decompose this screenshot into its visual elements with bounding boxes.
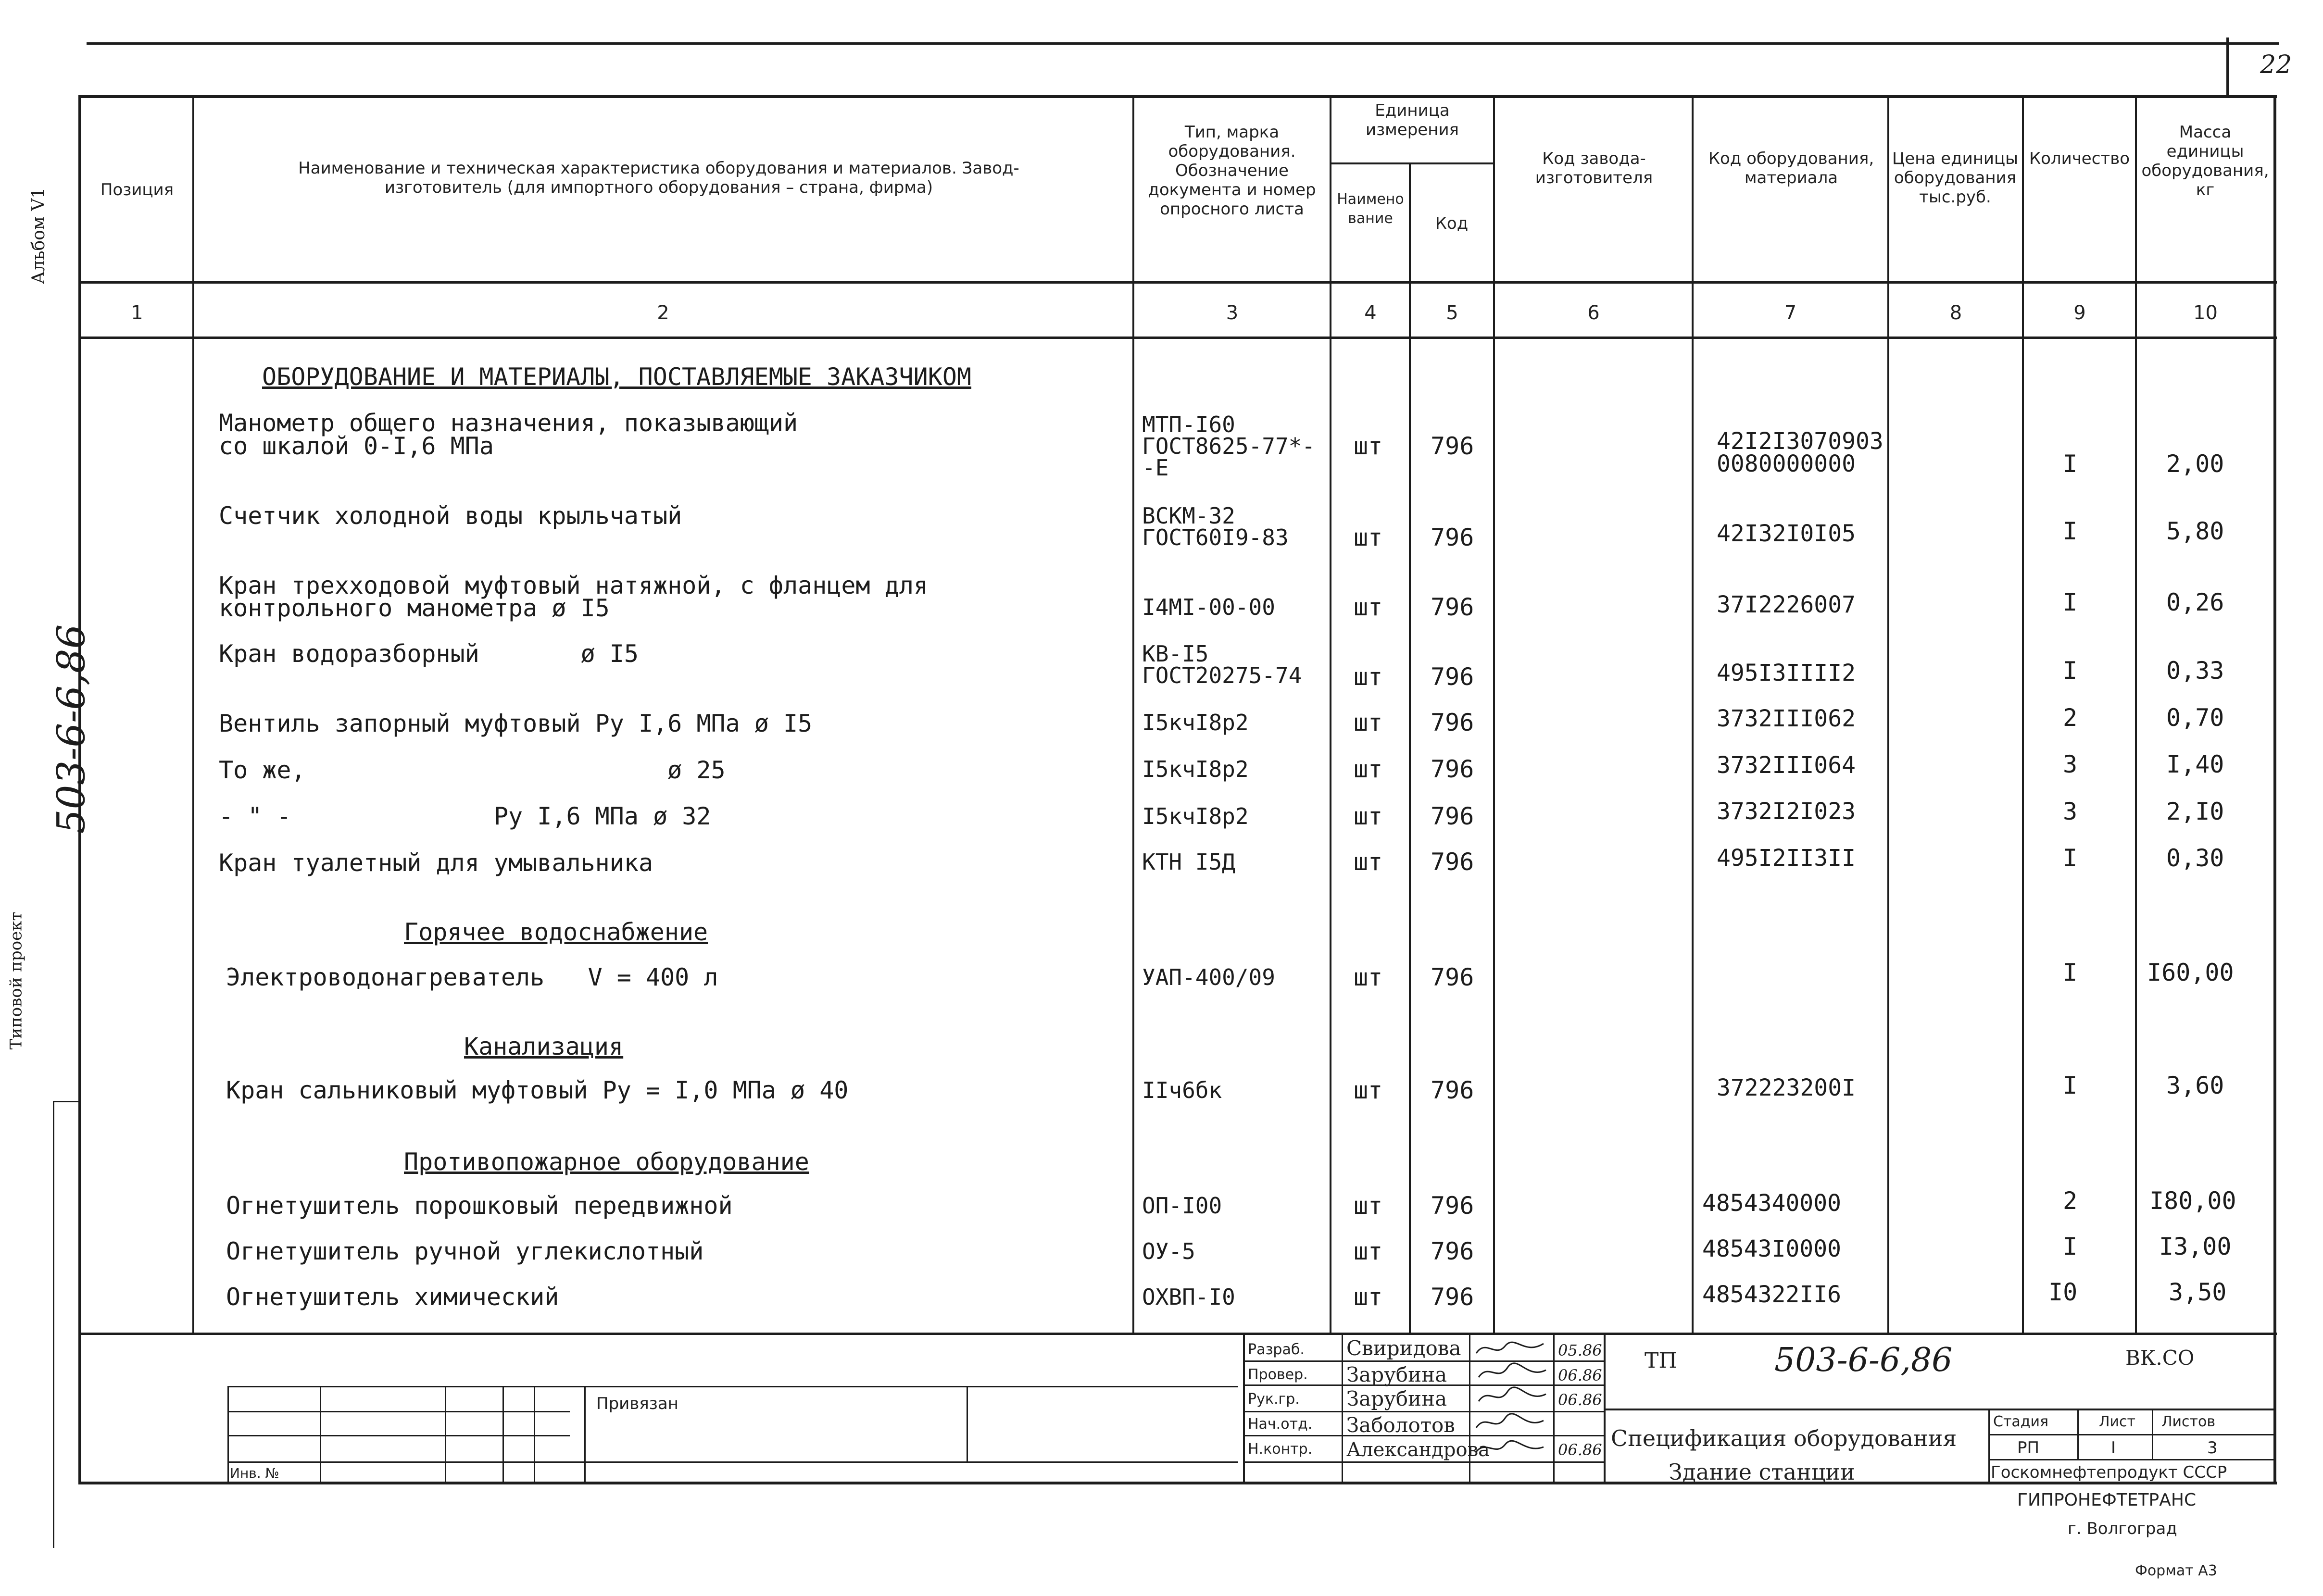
tb-role: Н.контр. xyxy=(1248,1441,1313,1458)
col-sep-1 xyxy=(192,95,194,1334)
row-mass: 0,33 xyxy=(2166,657,2224,685)
tb-sign-left xyxy=(1243,1333,1245,1483)
row-name: Манометр общего назначения, показывающий xyxy=(219,409,798,437)
row-unit: шт xyxy=(1354,1283,1383,1311)
row-name-cont: со шкалой 0-I,6 МПа xyxy=(219,432,494,460)
row-unit-code: 796 xyxy=(1431,1283,1474,1311)
row-unit-code: 796 xyxy=(1431,848,1474,876)
row-mass: I60,00 xyxy=(2147,959,2234,986)
row-unit-code: 796 xyxy=(1431,432,1474,460)
row-qty: I xyxy=(2063,588,2078,616)
col-num-4: 4 xyxy=(1364,302,1377,324)
row-unit: шт xyxy=(1354,1237,1383,1265)
row-equip-code: 48543I0000 xyxy=(1702,1235,1841,1262)
col-num-6: 6 xyxy=(1587,302,1600,324)
side-stamp-box-left xyxy=(53,1101,54,1548)
tb-stage-row xyxy=(1988,1459,2274,1460)
unit-header-line xyxy=(1330,162,1493,164)
col-sep-6 xyxy=(1692,95,1694,1334)
row-type-cont: ГОСТ8625-77*- xyxy=(1142,433,1316,459)
row-equip-code: 3732I2I023 xyxy=(1717,798,1856,825)
tb-grid-col xyxy=(584,1386,586,1482)
tb-sheet-code: ВК.СО xyxy=(2125,1346,2195,1370)
col-sep-9 xyxy=(2135,95,2137,1334)
tb-grid-col xyxy=(502,1386,504,1482)
row-mass: 2,I0 xyxy=(2166,798,2224,825)
row-unit: шт xyxy=(1354,524,1383,551)
row-equip-code: 4854322II6 xyxy=(1702,1281,1841,1308)
row-unit-code: 796 xyxy=(1431,524,1474,551)
tb-stage: РП xyxy=(2017,1438,2040,1458)
row-unit-code: 796 xyxy=(1431,593,1474,621)
row-name: Кран туалетный для умывальника xyxy=(219,849,653,877)
header-price: Цена единицы оборудования тыс.руб. xyxy=(1892,149,2019,207)
table-right-line xyxy=(2273,95,2276,1484)
row-type: I4МI-00-00 xyxy=(1142,594,1275,620)
col-sep-5 xyxy=(1493,95,1495,1334)
col-num-2: 2 xyxy=(657,302,669,324)
row-type: I5кчI8р2 xyxy=(1142,756,1249,782)
row-name: Электроводонагреватель V = 400 л xyxy=(226,963,718,991)
row-equip-code-cont: 0080000000 xyxy=(1717,450,1856,477)
row-qty: I xyxy=(2063,1233,2078,1260)
row-mass: 3,50 xyxy=(2169,1278,2227,1306)
section-hot-water: Горячее водоснабжение xyxy=(404,918,708,946)
tb-grid-col xyxy=(534,1386,535,1482)
row-qty: I xyxy=(2063,844,2078,872)
col-num-1: 1 xyxy=(131,302,143,324)
row-type: КВ-I5 xyxy=(1142,641,1209,667)
row-type: КТН I5Д xyxy=(1142,849,1235,875)
row-mass: I80,00 xyxy=(2149,1187,2236,1215)
tb-name: Заболотов xyxy=(1346,1413,1455,1437)
row-name: Огнетушитель химический xyxy=(226,1283,559,1311)
row-name: Кран сальниковый муфтовый Ру = I,0 МПа ø 40 xyxy=(226,1076,849,1104)
row-mass: 0,70 xyxy=(2166,704,2224,732)
side-project-type: Типовой проект xyxy=(6,911,26,1050)
tb-date: 05.86 xyxy=(1558,1341,1602,1359)
tb-role: Нач.отд. xyxy=(1248,1416,1313,1433)
colnum-bottom-line xyxy=(79,337,2277,339)
row-unit: шт xyxy=(1354,663,1383,691)
row-type-cont: -Е xyxy=(1142,455,1169,481)
section-customer-supplied: ОБОРУДОВАНИЕ И МАТЕРИАЛЫ, ПОСТАВЛЯЕМЫЕ ЗАКАЗЧИКОМ xyxy=(262,363,972,391)
row-name: Вентиль запорный муфтовый Ру I,6 МПа ø I5 xyxy=(219,710,813,737)
header-plant-code: Код завода-изготовителя xyxy=(1535,149,1653,187)
col-num-8: 8 xyxy=(1949,302,1962,324)
table-top-line xyxy=(79,95,2277,98)
row-name: То же, ø 25 xyxy=(219,756,726,784)
row-unit-code: 796 xyxy=(1431,1192,1474,1220)
row-unit: шт xyxy=(1354,848,1383,876)
row-qty: I xyxy=(2063,657,2078,685)
row-mass: I3,00 xyxy=(2159,1233,2232,1260)
row-qty: 2 xyxy=(2063,704,2078,732)
row-qty: 3 xyxy=(2063,750,2078,778)
tb-name: Александрова xyxy=(1346,1439,1490,1461)
tb-inv-label: Инв. № xyxy=(230,1465,279,1481)
tb-grid-mid xyxy=(228,1461,1238,1463)
header-type: Тип, марка оборудования. Обозначение документа и номер опросного листа xyxy=(1148,123,1316,219)
tb-title: Спецификация оборудования xyxy=(1611,1425,1957,1451)
top-right-corner-line xyxy=(2226,37,2229,95)
row-unit: шт xyxy=(1354,1076,1383,1104)
tb-stage-col xyxy=(2152,1409,2153,1459)
tb-right-row xyxy=(1604,1409,2274,1410)
row-equip-code: 4854340000 xyxy=(1702,1190,1841,1217)
tb-format: Формат А3 xyxy=(2135,1562,2217,1579)
row-type: I5кчI8р2 xyxy=(1142,803,1249,829)
col-num-7: 7 xyxy=(1784,302,1797,324)
col-sep-4 xyxy=(1409,163,1411,1334)
tb-sheets-label: Листов xyxy=(2161,1413,2216,1430)
row-mass: 0,30 xyxy=(2166,844,2224,872)
row-unit: шт xyxy=(1354,802,1383,830)
header-equip-code: Код оборудования, материала xyxy=(1708,149,1874,187)
row-unit-code: 796 xyxy=(1431,663,1474,691)
row-type-cont: ГОСТ20275-74 xyxy=(1142,662,1302,688)
tb-role: Разраб. xyxy=(1248,1341,1305,1358)
tb-stage-row xyxy=(1988,1434,2274,1435)
page-number: 22 xyxy=(2260,50,2292,79)
tb-project-prefix: ТП xyxy=(1645,1348,1677,1373)
col-num-3: 3 xyxy=(1226,302,1239,324)
album-mark: Альбом V1 xyxy=(29,187,49,285)
tb-stage-left xyxy=(1988,1409,1990,1483)
tb-name: Свиридова xyxy=(1346,1336,1461,1360)
row-mass: 0,26 xyxy=(2166,588,2224,616)
row-unit: шт xyxy=(1354,1192,1383,1220)
row-qty: I xyxy=(2063,450,2078,478)
tb-sheets: 3 xyxy=(2207,1438,2218,1458)
row-qty: I xyxy=(2063,959,2078,986)
row-type: ВСКМ-32 xyxy=(1142,503,1235,529)
side-stamp-box-top xyxy=(53,1101,79,1102)
col-sep-2 xyxy=(1132,95,1134,1334)
tb-stage-label: Стадия xyxy=(1993,1413,2049,1430)
tb-grid-line xyxy=(228,1435,570,1436)
tb-date: 06.86 xyxy=(1558,1366,1602,1384)
row-type: ОХВП-I0 xyxy=(1142,1284,1235,1310)
row-mass: 5,80 xyxy=(2166,517,2224,545)
section-fire-equipment: Противопожарное оборудование xyxy=(404,1148,809,1176)
row-name: Огнетушитель ручной углекислотный xyxy=(226,1237,704,1265)
tb-role: Рук.гр. xyxy=(1248,1391,1300,1408)
section-sewerage: Канализация xyxy=(464,1033,624,1060)
signature-icon xyxy=(1471,1334,1553,1464)
col-num-5: 5 xyxy=(1446,302,1458,324)
tb-grid-col xyxy=(967,1386,968,1463)
row-name: Счетчик холодной воды крыльчатый xyxy=(219,502,682,530)
row-unit-code: 796 xyxy=(1431,802,1474,830)
row-equip-code: 3732III062 xyxy=(1717,705,1856,732)
row-equip-code: 42I2I3070903 xyxy=(1717,428,1884,455)
tb-sign-right xyxy=(1604,1333,1606,1483)
row-name: Кран водоразборный ø I5 xyxy=(219,640,639,668)
header-position: Позиция xyxy=(100,180,174,200)
tb-stage-col xyxy=(2077,1409,2079,1459)
header-bottom-line xyxy=(79,281,2277,284)
col-sep-7 xyxy=(1887,95,1889,1334)
tb-date: 06.86 xyxy=(1558,1441,1602,1459)
side-project-code: 503-6-6,86 xyxy=(49,624,94,834)
row-equip-code: 495I2II3II xyxy=(1717,845,1856,872)
row-name: Огнетушитель порошковый передвижной xyxy=(226,1192,733,1220)
header-unit-code: Код xyxy=(1435,214,1469,233)
row-qty: I xyxy=(2063,1072,2078,1099)
tb-sheet-label: Лист xyxy=(2099,1413,2136,1430)
row-type-cont: ГОСТ60I9-83 xyxy=(1142,524,1289,550)
col-num-9: 9 xyxy=(2073,302,2086,324)
page-bottom-line xyxy=(79,1482,2277,1484)
tb-grid-top xyxy=(228,1386,1238,1387)
row-unit-code: 796 xyxy=(1431,1076,1474,1104)
tb-sign-col xyxy=(1342,1333,1343,1483)
tb-grid-col xyxy=(445,1386,446,1482)
row-type: ОУ-5 xyxy=(1142,1238,1195,1264)
tb-attached-label: Привязан xyxy=(596,1394,678,1413)
tb-subtitle: Здание станции xyxy=(1669,1459,1855,1485)
tb-name: Зарубина xyxy=(1346,1363,1447,1386)
row-unit: шт xyxy=(1354,432,1383,460)
tb-grid-left xyxy=(227,1386,229,1482)
header-name: Наименование и техническая характеристика оборудования и материалов. Завод-изготовитель (для импортного оборудования – страна, фирма) xyxy=(298,159,1019,197)
tb-org3: г. Волгоград xyxy=(2068,1519,2177,1538)
col-num-10: 10 xyxy=(2193,302,2218,324)
row-qty: 2 xyxy=(2063,1187,2078,1215)
top-border-line xyxy=(87,42,2279,45)
tb-sign-col xyxy=(1553,1333,1555,1483)
body-bottom-line xyxy=(79,1333,2277,1335)
tb-project-code: 503-6-6,86 xyxy=(1774,1341,1953,1379)
row-unit-code: 796 xyxy=(1431,709,1474,736)
row-unit-code: 796 xyxy=(1431,963,1474,991)
header-unit: Единица измерения xyxy=(1365,101,1459,139)
tb-date: 06.86 xyxy=(1558,1391,1602,1409)
row-qty: 3 xyxy=(2063,798,2078,825)
row-mass: 2,00 xyxy=(2166,450,2224,478)
row-type: IIч6бк xyxy=(1142,1077,1222,1103)
row-qty: I xyxy=(2063,517,2078,545)
tb-grid-line xyxy=(228,1411,570,1412)
row-mass: I,40 xyxy=(2166,750,2224,778)
header-unit-name: Наименование xyxy=(1337,191,1404,227)
tb-org: Госкомнефтепродукт СССР xyxy=(1991,1463,2227,1482)
row-equip-code: 37I2226007 xyxy=(1717,591,1856,618)
row-unit: шт xyxy=(1354,593,1383,621)
tb-org2: ГИПРОНЕФТЕТРАНС xyxy=(2017,1490,2197,1510)
row-equip-code: 495I3IIII2 xyxy=(1717,660,1856,686)
tb-sheet: I xyxy=(2111,1438,2116,1458)
row-name: - " - Ру I,6 МПа ø 32 xyxy=(219,802,711,830)
header-qty: Количество xyxy=(2029,149,2130,168)
tb-grid-col xyxy=(320,1386,321,1482)
tb-name: Зарубина xyxy=(1346,1387,1447,1410)
row-unit: шт xyxy=(1354,709,1383,736)
row-equip-code: 372223200I xyxy=(1717,1074,1856,1101)
row-type: МТП-I60 xyxy=(1142,411,1235,437)
row-unit: шт xyxy=(1354,755,1383,783)
row-name: Кран трехходовой муфтовый натяжной, с фланцем для xyxy=(219,572,929,599)
row-equip-code: 42I32I0I05 xyxy=(1717,520,1856,547)
row-unit-code: 796 xyxy=(1431,1237,1474,1265)
row-mass: 3,60 xyxy=(2166,1072,2224,1099)
col-sep-8 xyxy=(2022,95,2024,1334)
row-type: ОП-I00 xyxy=(1142,1193,1222,1219)
col-sep-3 xyxy=(1330,95,1331,1334)
row-unit-code: 796 xyxy=(1431,755,1474,783)
row-qty: I0 xyxy=(2048,1278,2078,1306)
tb-role: Провер. xyxy=(1248,1366,1308,1383)
header-mass: Масса единицы оборудования, кг xyxy=(2141,123,2269,200)
row-name-cont: контрольного манометра ø I5 xyxy=(219,594,610,622)
row-type: УАП-400/09 xyxy=(1142,964,1275,990)
row-equip-code: 3732III064 xyxy=(1717,752,1856,779)
row-unit: шт xyxy=(1354,963,1383,991)
row-type: I5кчI8р2 xyxy=(1142,710,1249,736)
